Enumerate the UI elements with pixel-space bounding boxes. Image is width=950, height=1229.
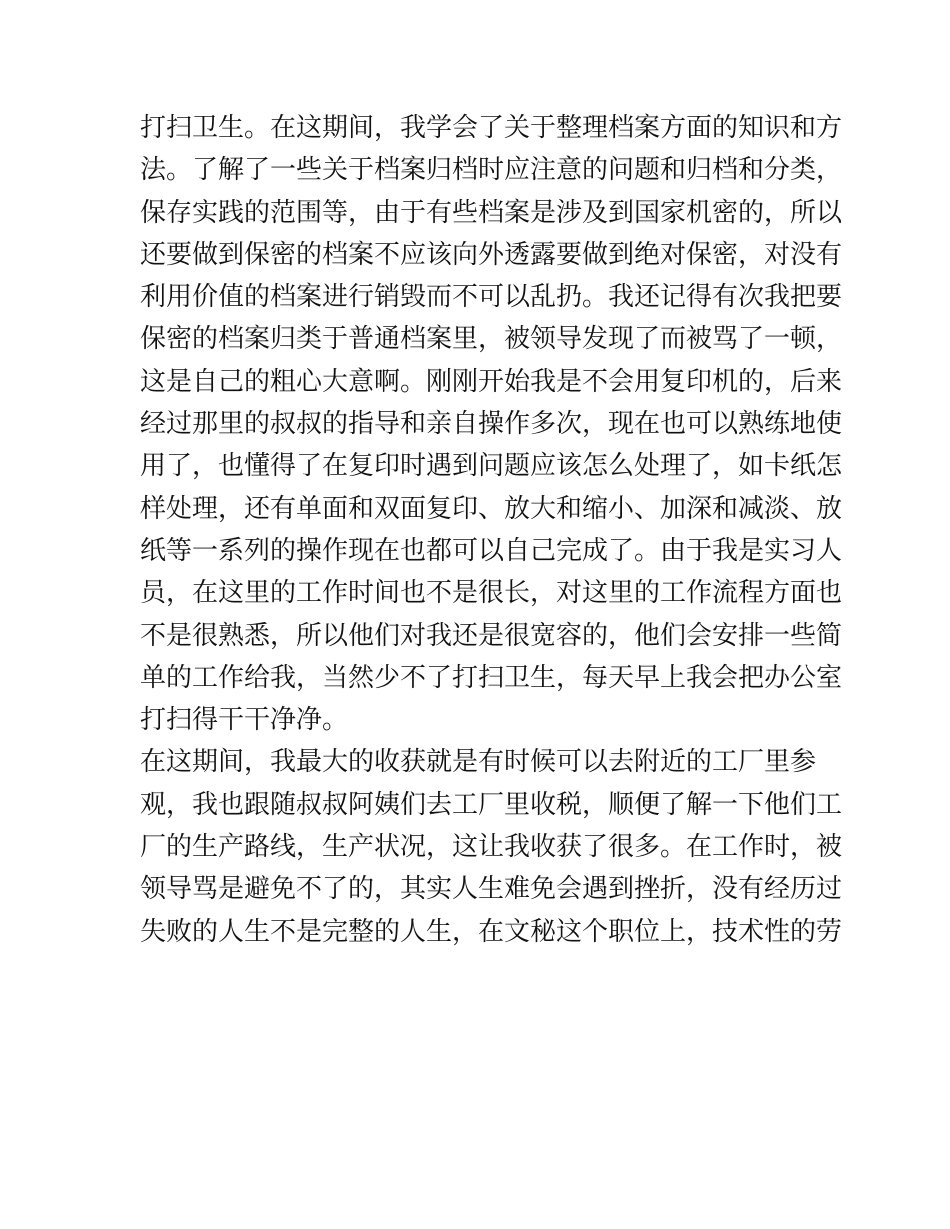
text-line: 保存实践的范围等，由于有些档案是涉及到国家机密的，所以	[140, 197, 843, 228]
body-text	[140, 107, 843, 953]
text-line: 还要做到保密的档案不应该向外透露要做到绝对保密，对没有	[140, 239, 843, 270]
text-line: 样处理，还有单面和双面复印、放大和缩小、加深和减淡、放	[140, 493, 843, 524]
text-line: 打扫得干干净净。	[140, 705, 349, 736]
text-line: 纸等一系列的操作现在也都可以自己完成了。由于我是实习人	[140, 535, 843, 566]
text-line: 领导骂是避免不了的，其实人生难免会遇到挫折，没有经历过	[140, 874, 843, 905]
text-line: 员，在这里的工作时间也不是很长，对这里的工作流程方面也	[140, 578, 843, 609]
text-line: 经过那里的叔叔的指导和亲自操作多次，现在也可以熟练地使	[140, 409, 843, 440]
text-line: 用了，也懂得了在复印时遇到问题应该怎么处理了，如卡纸怎	[140, 451, 843, 482]
text-line: 利用价值的档案进行销毁而不可以乱扔。我还记得有次我把要	[140, 282, 843, 313]
text-line: 这是自己的粗心大意啊。刚刚开始我是不会用复印机的，后来	[140, 366, 843, 397]
text-line: 失败的人生不是完整的人生，在文秘这个职位上，技术性的劳	[140, 916, 843, 947]
text-line: 厂的生产路线，生产状况，这让我收获了很多。在工作时，被	[140, 832, 843, 863]
text-line: 保密的档案归类于普通档案里，被领导发现了而被骂了一顿，	[140, 324, 843, 355]
text-line: 法。了解了一些关于档案归档时应注意的问题和归档和分类，	[140, 155, 843, 186]
text-line: 在这期间，我最大的收获就是有时候可以去附近的工厂里参	[140, 747, 817, 778]
text-line: 打扫卫生。在这期间，我学会了关于整理档案方面的知识和方	[140, 113, 843, 143]
text-line: 观，我也跟随叔叔阿姨们去工厂里收税，顺便了解一下他们工	[140, 789, 843, 820]
text-line: 不是很熟悉，所以他们对我还是很宽容的，他们会安排一些简	[140, 620, 843, 651]
text-line: 单的工作给我，当然少不了打扫卫生，每天早上我会把办公室	[140, 662, 843, 693]
